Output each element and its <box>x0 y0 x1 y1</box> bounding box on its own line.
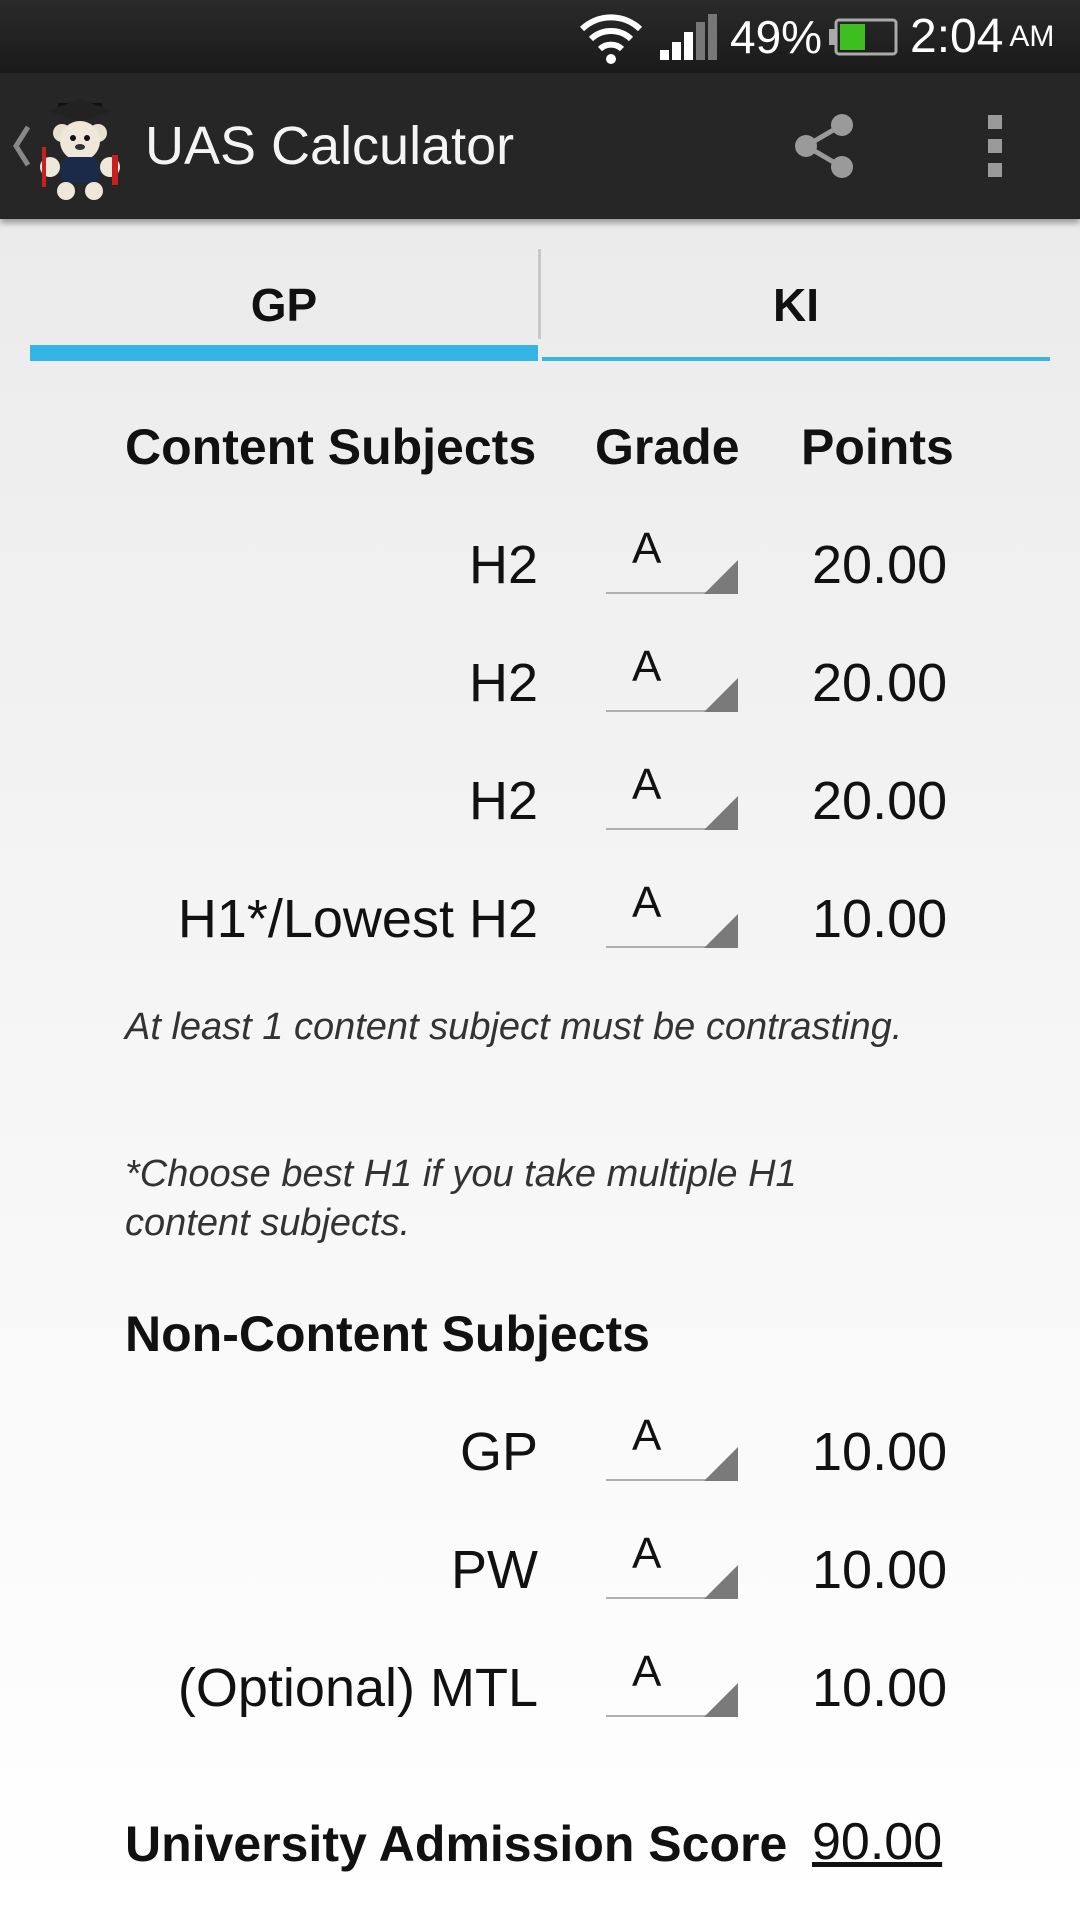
points-value: 20.00 <box>812 535 948 595</box>
wifi-icon <box>578 0 644 73</box>
tab-gp-indicator <box>30 345 538 361</box>
grade-spinner[interactable] <box>606 1629 738 1747</box>
non-content-row <box>0 1393 1080 1511</box>
dropdown-triangle-icon <box>704 560 738 594</box>
non-content-subjects-header: Non-Content Subjects <box>125 1306 650 1362</box>
grade-spinner[interactable] <box>606 1393 738 1511</box>
subject-label: H2 <box>468 653 538 713</box>
grade-spinner[interactable] <box>606 624 738 742</box>
subject-label: PW <box>451 1540 538 1600</box>
tab-ki-indicator <box>542 357 1050 361</box>
grade-value: A <box>632 1411 662 1460</box>
battery-percent: 49% <box>730 10 823 63</box>
tab-gp-label: GP <box>250 279 318 331</box>
grade-value: A <box>632 760 662 809</box>
dropdown-triangle-icon <box>704 1683 738 1717</box>
subject-label: H2 <box>468 535 538 595</box>
content-subjects-header: Content Subjects <box>125 419 537 475</box>
tab-bar <box>30 245 1050 365</box>
points-value: 20.00 <box>812 653 948 713</box>
contrasting-note: At least 1 content subject must be contrasting. <box>125 1006 903 1048</box>
grade-value: A <box>632 524 662 573</box>
dropdown-triangle-icon <box>704 678 738 712</box>
uas-total-value: 90.00 <box>812 1813 943 1871</box>
clock-time: 2:04 <box>910 10 1004 63</box>
content-row <box>0 624 1080 742</box>
content-row <box>0 860 1080 978</box>
points-value: 10.00 <box>812 1540 948 1600</box>
status-bar <box>0 0 1080 73</box>
grade-value: A <box>632 1529 662 1578</box>
subject-label: H1*/Lowest H2 <box>177 889 538 949</box>
grade-spinner[interactable] <box>606 742 738 860</box>
subject-label: GP <box>459 1422 538 1482</box>
share-icon[interactable] <box>790 111 860 181</box>
overflow-menu-icon[interactable] <box>980 113 1010 179</box>
points-value: 20.00 <box>812 771 948 831</box>
dropdown-triangle-icon <box>704 796 738 830</box>
points-value: 10.00 <box>812 1422 948 1482</box>
subject-label: H2 <box>468 771 538 831</box>
grade-value: A <box>632 1647 662 1696</box>
app-title: UAS Calculator <box>145 116 515 176</box>
tab-ki[interactable] <box>542 245 1050 365</box>
battery-icon <box>828 0 898 73</box>
grade-value: A <box>632 642 662 691</box>
tab-ki-label: KI <box>773 279 819 331</box>
grade-spinner[interactable] <box>606 506 738 624</box>
grade-spinner[interactable] <box>606 1511 738 1629</box>
grade-value: A <box>632 878 662 927</box>
grade-spinner[interactable] <box>606 860 738 978</box>
grade-header: Grade <box>595 419 740 475</box>
points-header: Points <box>801 419 954 475</box>
action-bar <box>0 73 1080 219</box>
non-content-row <box>0 1511 1080 1629</box>
points-value: 10.00 <box>812 1658 948 1718</box>
app-logo-icon[interactable] <box>28 97 132 201</box>
clock-ampm: AM <box>1009 19 1055 53</box>
dropdown-triangle-icon <box>704 1565 738 1599</box>
best-h1-note: *Choose best H1 if you take multiple H1 content subjects. <box>125 1153 797 1244</box>
tab-gp[interactable] <box>30 245 538 365</box>
points-value: 10.00 <box>812 889 948 949</box>
content-row <box>0 506 1080 624</box>
tab-divider <box>538 249 541 339</box>
uas-total-label: University Admission Score <box>125 1816 788 1872</box>
dropdown-triangle-icon <box>704 1447 738 1481</box>
non-content-row <box>0 1629 1080 1747</box>
clock <box>910 0 1054 73</box>
content-row <box>0 742 1080 860</box>
dropdown-triangle-icon <box>704 914 738 948</box>
subject-label: (Optional) MTL <box>177 1658 538 1718</box>
signal-icon <box>658 0 718 73</box>
